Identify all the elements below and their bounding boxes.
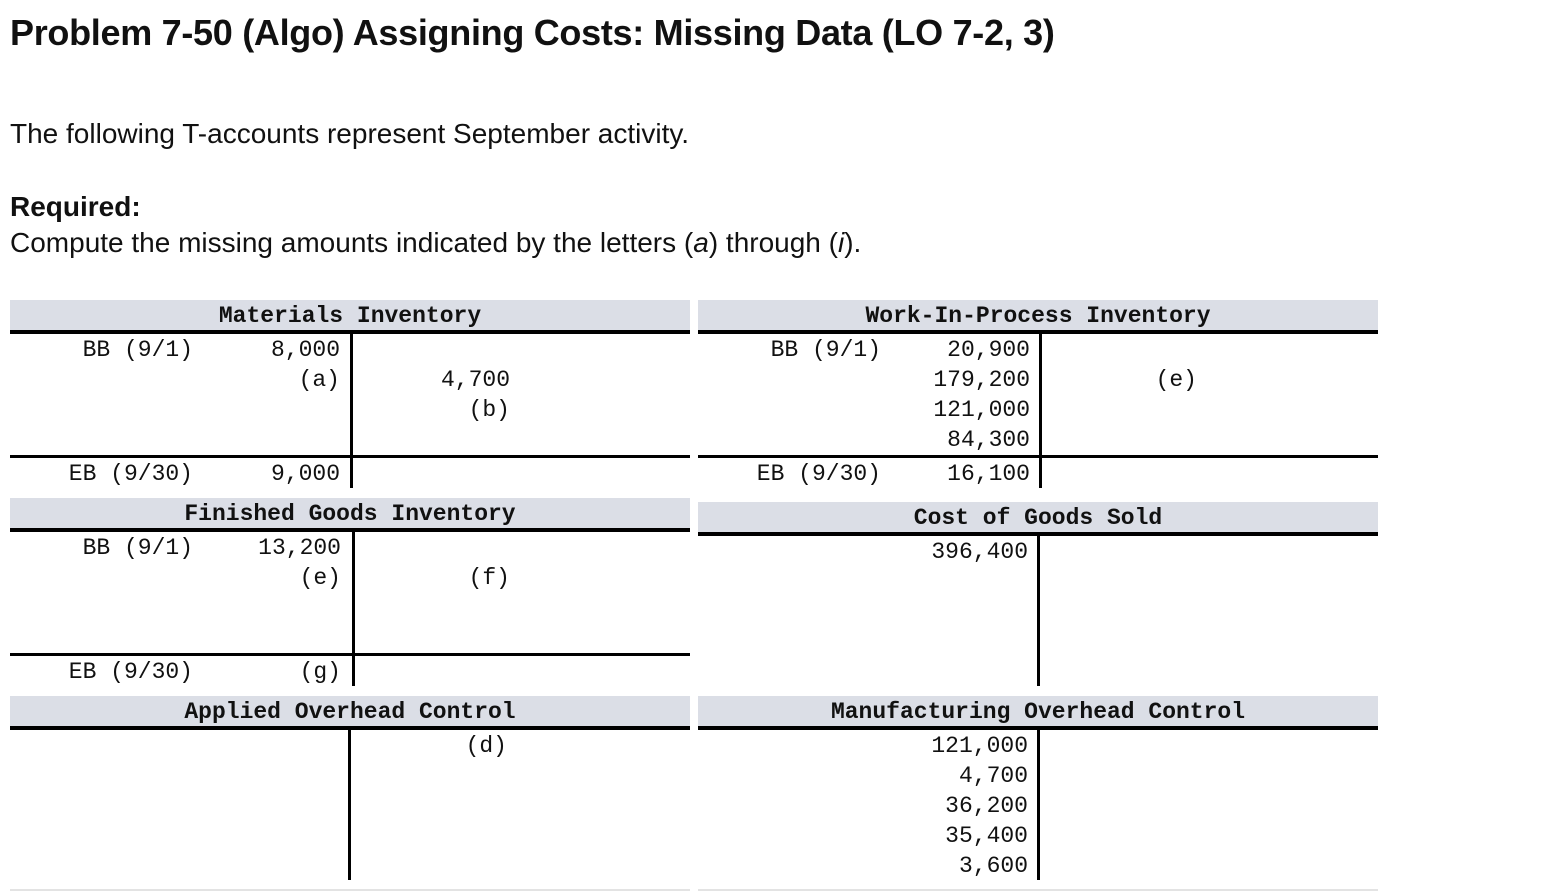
eb-value: (g) bbox=[299, 659, 341, 685]
t-divider bbox=[1037, 730, 1040, 880]
credit-entry: (f) bbox=[468, 565, 510, 591]
t-account-manufacturing-overhead-control bbox=[698, 696, 1378, 882]
balance-line bbox=[10, 455, 690, 458]
t-divider bbox=[352, 532, 355, 686]
intro-text: The following T-accounts represent September activity. bbox=[10, 118, 690, 149]
account-title: Manufacturing Overhead Control bbox=[698, 696, 1378, 730]
bb-value: 20,900 bbox=[947, 337, 1030, 363]
bottom-rule-right bbox=[698, 889, 1378, 891]
t-account-finished-goods-inventory bbox=[10, 498, 690, 688]
page-title: Problem 7-50 (Algo) Assigning Costs: Missing Data (LO 7-2, 3) bbox=[10, 12, 1055, 53]
account-title: Work-In-Process Inventory bbox=[698, 300, 1378, 334]
eb-label: EB (9/30) bbox=[68, 461, 193, 487]
credit-entry: (b) bbox=[468, 397, 510, 423]
bottom-rule-left bbox=[10, 889, 690, 891]
debit-entry: 121,000 bbox=[931, 733, 1028, 759]
debit-entry: 179,200 bbox=[933, 367, 1030, 393]
account-title: Finished Goods Inventory bbox=[10, 498, 690, 532]
t-account-applied-overhead-control bbox=[10, 696, 690, 882]
required-label: Required: bbox=[10, 191, 141, 222]
credit-entry: 4,700 bbox=[440, 367, 510, 393]
debit-entry: 36,200 bbox=[945, 793, 1028, 819]
credit-entry: (d) bbox=[465, 733, 507, 759]
debit-entry: 3,600 bbox=[958, 853, 1028, 879]
eb-label: EB (9/30) bbox=[756, 461, 881, 487]
debit-entry: 121,000 bbox=[933, 397, 1030, 423]
bb-label: BB (9/1) bbox=[82, 535, 193, 561]
t-account-work-in-process-inventory bbox=[698, 300, 1378, 490]
debit-entry: (a) bbox=[298, 367, 340, 393]
debit-entry: 396,400 bbox=[931, 539, 1028, 565]
t-divider bbox=[1037, 536, 1040, 686]
t-divider bbox=[1039, 334, 1042, 488]
t-divider bbox=[350, 334, 353, 488]
debit-entry: (e) bbox=[299, 565, 341, 591]
balance-line bbox=[10, 653, 690, 656]
eb-value: 9,000 bbox=[270, 461, 340, 487]
t-account-materials-inventory bbox=[10, 300, 690, 490]
balance-line bbox=[698, 455, 1378, 458]
debit-entry: 35,400 bbox=[945, 823, 1028, 849]
eb-label: EB (9/30) bbox=[68, 659, 193, 685]
debit-entry: 4,700 bbox=[958, 763, 1028, 789]
t-account-cost-of-goods-sold bbox=[698, 502, 1378, 688]
credit-entry: (e) bbox=[1155, 367, 1197, 393]
account-title: Cost of Goods Sold bbox=[698, 502, 1378, 536]
eb-value: 16,100 bbox=[947, 461, 1030, 487]
t-divider bbox=[348, 730, 351, 880]
debit-entry: 84,300 bbox=[947, 427, 1030, 453]
account-title: Materials Inventory bbox=[10, 300, 690, 334]
bb-label: BB (9/1) bbox=[770, 337, 881, 363]
bb-value: 13,200 bbox=[258, 535, 341, 561]
bb-label: BB (9/1) bbox=[82, 337, 193, 363]
bb-value: 8,000 bbox=[270, 337, 340, 363]
account-title: Applied Overhead Control bbox=[10, 696, 690, 730]
required-text: Compute the missing amounts indicated by the letters (a) through (i). bbox=[10, 227, 862, 258]
